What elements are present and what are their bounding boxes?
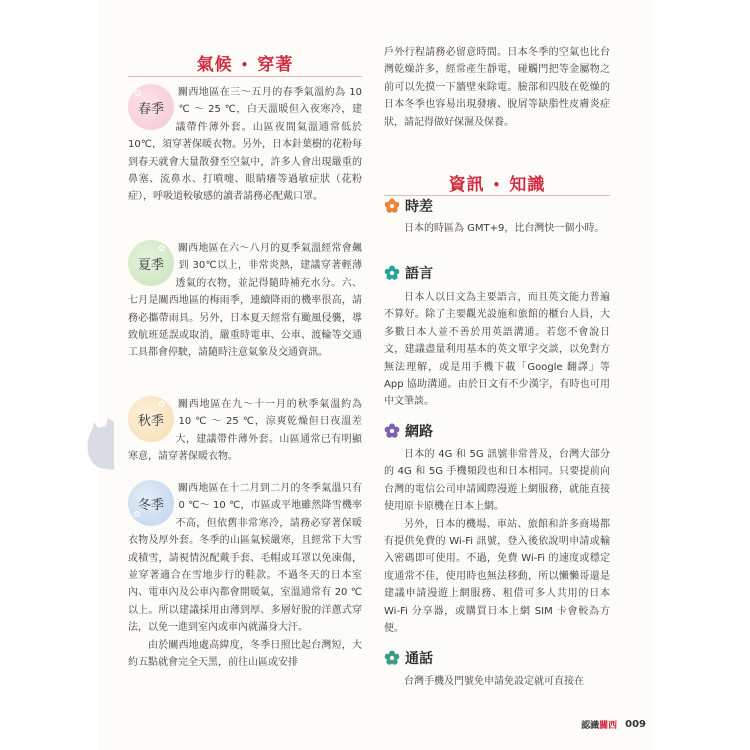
language-body	[384, 289, 610, 411]
page-number: 009	[625, 719, 646, 730]
flower-icon	[384, 265, 400, 281]
info-section-title: 資訊 • 知識	[448, 175, 546, 195]
footer-label: 認識	[581, 721, 600, 731]
climate-continued-text: 戶外行程請務必留意時間。日本冬季的空氣也比台灣乾燥許多，經常產生靜電，碰觸門把等金屬物之前可以先摸一下牆壁來除電。臉部和四肢在乾燥的日本冬季也容易出現發癢、脫屑等缺脂性皮膚炎症狀，請記得做好保濕及保養。	[384, 47, 610, 128]
spring-badge: ✿ 春季	[128, 84, 174, 130]
language-text: 日本人以日文為主要語言，而且英文能力普遍不算好。除了主要觀光設施和旅館的櫃台人員，大多數日本人並不善於用英語溝通。若您不會說日文，建議盡量利用基本的英文單字交談，以免對方無法理解，或是用手機下載「Google 翻譯」等 App 協助溝通。由於日文有不少漢字，有時也可用中文筆談。	[384, 292, 610, 408]
flower-icon: ✿	[133, 510, 141, 520]
cat-silhouette-icon	[86, 418, 114, 470]
climate-section-title: 氣候 • 穿著	[196, 55, 294, 75]
season-winter	[128, 480, 362, 671]
flower-icon	[384, 650, 400, 666]
calling-body	[384, 673, 610, 690]
climate-continued	[384, 44, 610, 131]
timezone-body	[384, 220, 610, 237]
footer-accent: 關西	[599, 721, 618, 731]
winter-text-continued: 由於關西地處高緯度，冬季日照比起台灣短，大約五點就會完全天黑，前往山區或安排	[128, 639, 362, 669]
season-autumn	[128, 396, 362, 466]
network-heading: 網路	[384, 421, 433, 441]
season-spring	[128, 84, 362, 206]
flower-icon	[384, 423, 400, 439]
autumn-badge: ✿ 秋季	[128, 396, 174, 442]
calling-text: 台灣手機及門號免申請免設定就可直接在	[404, 676, 584, 687]
network-text-2: 另外，日本的機場、車站、旅館和許多商場都有提供免費的 Wi-Fi 訊號，登入後依說明申請或輸入密碼即可使用。不過，免費 Wi-Fi 的速度或穩定度通常不佳，使用時也無法移動，所以懶懶哥還是建議申請漫遊上網服務、租借可多人共用的日本 Wi-Fi 分享器，或購買日本上網 SIM 卡會較為方便。	[384, 518, 610, 635]
section-divider	[128, 76, 362, 77]
language-heading: 語言	[384, 263, 433, 283]
summer-badge: ✿ 夏季	[128, 240, 174, 286]
season-summer	[128, 240, 362, 362]
page-footer	[581, 718, 646, 731]
network-text-1: 日本的 4G 和 5G 訊號非常普及，台灣大部分的 4G 和 5G 手機頻段也和日本相同。只要提前向台灣的電信公司申請國際漫遊上網服務，就能直接使用原卡原機在日本上網。	[384, 449, 610, 513]
winter-badge: ✿ 冬季	[128, 480, 174, 526]
spring-text: 關西地區在三～五月的春季氣溫約為 10 ℃ ～ 25 ℃，白天溫暖但入夜寒冷，建議帶件薄外套。山區夜間氣溫通常低於 10℃，須穿著保暖衣物。另外，日本針葉樹的花粉每到春天就會大量散發至空氣中，許多人會出現嚴重的鼻塞、流鼻水、打噴嚏、眼睛癢等過敏症狀（花粉症），呼吸道較敏感的讀者請務必配戴口罩。	[128, 87, 362, 203]
network-body	[384, 446, 610, 637]
summer-text: 關西地區在六～八月的夏季氣溫經常會飆到 30℃以上，非常炎熱，建議穿著輕薄透氣的衣物，並記得隨時補充水分。六、七月是關西地區的梅雨季，連續降雨的機率很高，請務必攜帶雨具。另外，日本夏天經常有颱風侵襲，導致航班延誤或取消，嚴重時電車、公車、渡輪等交通工具都會停駛，請隨時注意氣象及交通資訊。	[128, 243, 362, 359]
flower-icon	[384, 198, 400, 214]
timezone-text: 日本的時區為 GMT+9，比台灣快一個小時。	[404, 223, 605, 234]
flower-icon: ✿	[134, 89, 142, 99]
flower-icon: ✿	[158, 244, 166, 254]
timezone-heading: 時差	[384, 196, 433, 216]
winter-text: 關西地區在十二月到二月的冬季氣溫只有 0 ℃～ 10 ℃，市區或平地雖然降雪機率不高，但依舊非常寒冷，請務必穿著保暖衣物及厚外套。冬季的山區氣候嚴寒，且經常下大雪或積雪，請視情況配戴手套、毛帽或耳罩以免凍傷，並穿著適合在雪地步行的鞋款。不過冬天的日本室內、電車內及公車內都會開暖氣，室溫通常有 20 ℃以上。所以建議採用由薄到厚、多層好脫的洋蔥式穿法，以免一進到室內或車內就滿身大汗。	[128, 483, 362, 634]
calling-heading: 通話	[384, 648, 433, 668]
flower-icon: ✿	[158, 400, 166, 410]
autumn-text: 關西地區在九～十一月的秋季氣溫約為 10 ℃ ～ 25 ℃，涼爽乾燥但日夜溫差大，建議帶件薄外套。山區通常已有明顯寒意，請穿著保暖衣物。	[128, 399, 362, 463]
